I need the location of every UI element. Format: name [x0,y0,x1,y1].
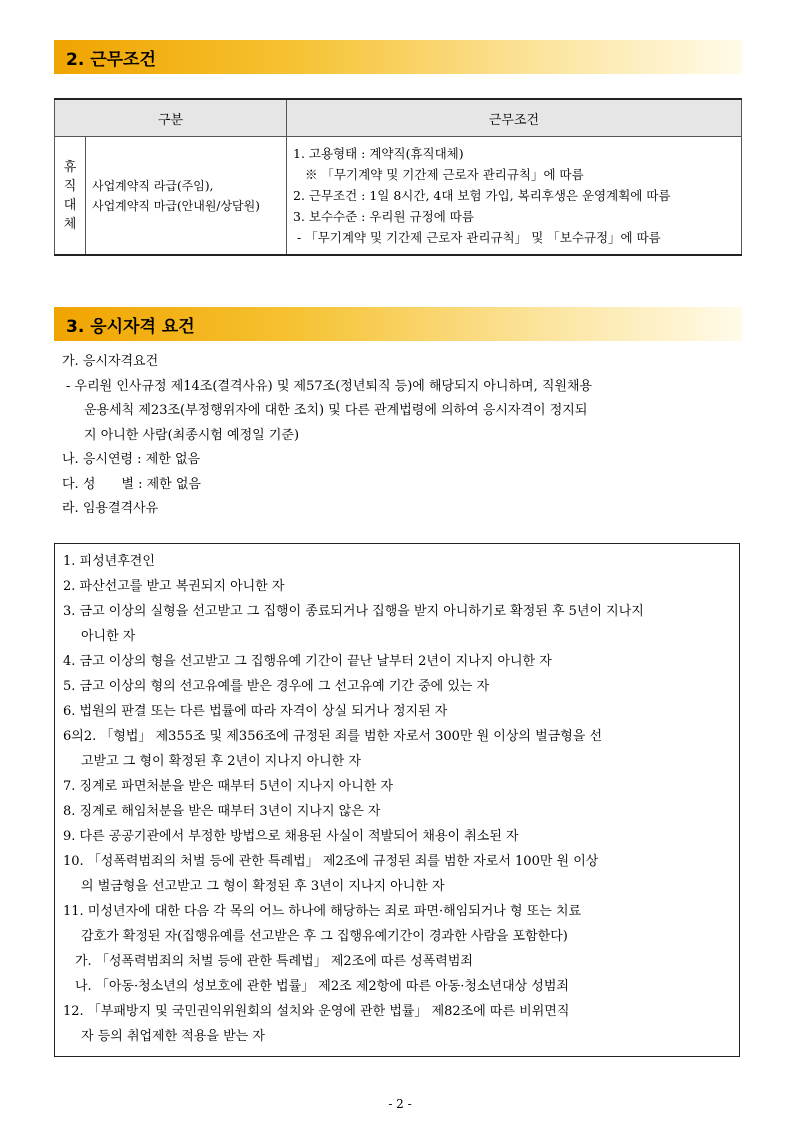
vertical-char: 대 [63,197,77,213]
qual-ga-title: 가. 응시자격요건 [62,354,159,369]
header-category: 구분 [55,99,287,137]
qual-na: 나. 응시연령 : 제한 없음 [62,452,201,467]
list-subitem: 나. 「아동·청소년의 성보호에 관한 법률」 제2조 제2항에 따른 아동·청소년대상 성범죄 [75,979,569,994]
section-2-header [54,40,742,74]
section-3-title: 3. 응시자격 요건 [66,316,195,337]
section-3-header [54,307,742,341]
qual-ga-line: - 우리원 인사규정 제14조(결격사유) 및 제57조(정년퇴직 등)에 해당되지 아니하며, 직원채용 [66,378,593,394]
list-item: 1. 피성년후견인 [63,554,155,569]
list-item: 7. 징계로 파면처분을 받은 때부터 5년이 지나지 아니한 자 [63,779,394,794]
list-item-cont: 감호가 확정된 자(집행유예를 선고받은 후 그 집행유예기간이 경과한 사람을 포함한다) [81,929,568,944]
list-item: 6의2. 「형법」 제355조 및 제356조에 규정된 죄를 범한 자로서 300만 원 이상의 벌금형을 선 [63,729,603,744]
list-subitem: 가. 「성폭력범죄의 처벌 등에 관한 특례법」 제2조에 따른 성폭력범죄 [75,954,473,969]
list-item: 6. 법원의 판결 또는 다른 법률에 따라 자격이 상실 되거나 정지된 자 [63,704,448,719]
condition-line: 2. 근무조건 : 1일 8시간, 4대 보험 가입, 복리후생은 운영계획에 따름 [293,188,671,203]
list-item-cont: 자 등의 취업제한 적용을 받는 자 [81,1029,265,1044]
list-item-cont: 고받고 그 형이 확정된 후 2년이 지나지 아니한 자 [81,754,361,769]
list-item: 3. 금고 이상의 실형을 선고받고 그 집행이 종료되거나 집행을 받지 아니하기로 확정된 후 5년이 지나지 [63,604,644,619]
table-header-row [55,99,742,137]
vertical-char: 직 [63,178,77,194]
list-item: 9. 다른 공공기관에서 부정한 방법으로 채용된 사실이 적발되어 채용이 취소된 자 [63,829,519,844]
section-2-title: 2. 근무조건 [66,49,156,70]
condition-line: - 「무기계약 및 기간제 근로자 관리규칙」 및 「보수규정」에 따름 [297,230,661,245]
qual-ga-line: 지 아니한 사람(최종시험 예정일 기준) [84,427,300,443]
list-item: 2. 파산선고를 받고 복권되지 아니한 자 [63,579,285,594]
vertical-char: 휴 [63,159,77,175]
list-item-cont: 아니한 자 [81,629,136,644]
position-line: 사업계약직 마급(안내원/상담원) [92,198,260,213]
work-conditions-table [54,98,742,256]
qual-da: 다. 성 별 : 제한 없음 [62,476,201,492]
page-number: - 2 - [388,1097,412,1111]
condition-line: ※ 「무기계약 및 기간제 근로자 관리규칙」에 따름 [305,167,584,182]
list-item: 12. 「부패방지 및 국민권익위원회의 설치와 운영에 관한 법률」 제82조에 따른 비위면직 [63,1004,570,1019]
vertical-label [55,137,86,256]
qual-ga-line: 운용세칙 제23조(부정행위자에 대한 조치) 및 다른 관계법령에 의하여 응시자격이 정지되 [84,403,588,418]
qualifications [62,350,752,522]
qual-ra: 라. 임용결격사유 [62,501,159,516]
list-item: 10. 「성폭력범죄의 처벌 등에 관한 특례법」 제2조에 규정된 죄를 범한 자로서 100만 원 이상 [63,854,599,869]
disqualification-box [54,543,740,1057]
table-row [55,137,742,256]
vertical-char: 체 [63,216,77,232]
condition-line: 3. 보수수준 : 우리원 규정에 따름 [293,209,474,224]
list-item-cont: 의 벌금형을 선고받고 그 형이 확정된 후 3년이 지나지 아니한 자 [81,879,445,894]
conditions-cell [287,137,742,256]
header-conditions: 근무조건 [287,99,742,137]
list-item: 11. 미성년자에 대한 다음 각 목의 어느 하나에 해당하는 죄로 파면·해임되거나 형 또는 치료 [63,904,582,919]
list-item: 4. 금고 이상의 형을 선고받고 그 집행유예 기간이 끝난 날부터 2년이 지나지 아니한 자 [63,654,552,669]
position-line: 사업계약직 라급(주임), [92,178,214,193]
position-cell [86,137,287,256]
list-item: 8. 징계로 해임처분을 받은 때부터 3년이 지나지 않은 자 [63,804,381,819]
list-item: 5. 금고 이상의 형의 선고유예를 받은 경우에 그 선고유예 기간 중에 있는 자 [63,679,490,694]
condition-line: 1. 고용형태 : 계약직(휴직대체) [293,146,464,161]
